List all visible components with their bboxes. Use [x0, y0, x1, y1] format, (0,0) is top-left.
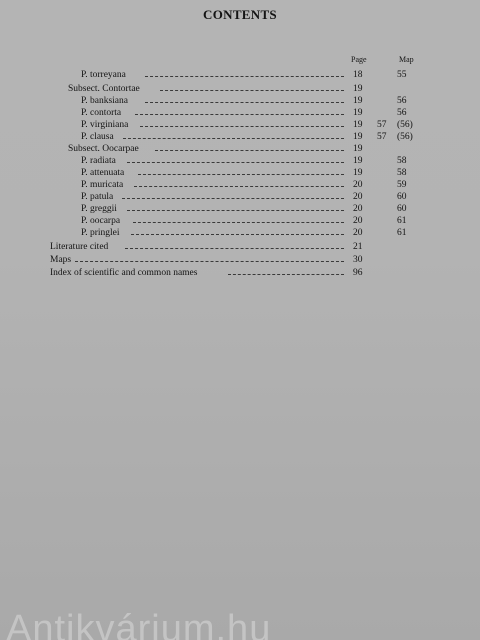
entry-map-b: 61 [397, 216, 407, 226]
toc-entry [0, 203, 480, 215]
dot-leader [134, 186, 344, 187]
dot-leader [127, 162, 344, 163]
entry-map-a: 57 [377, 132, 387, 142]
entry-map-b: 56 [397, 108, 407, 118]
entry-label: P. radiata [81, 156, 116, 166]
entry-map-b: (56) [397, 120, 413, 130]
toc-entry [0, 215, 480, 227]
entry-label: P. oocarpa [81, 216, 121, 226]
entry-map-b: 61 [397, 228, 407, 238]
entry-map-b: 60 [397, 204, 407, 214]
entry-page: 20 [353, 216, 363, 226]
entry-page: 19 [353, 108, 363, 118]
entry-map-b: 56 [397, 96, 407, 106]
entry-map-a: 57 [377, 120, 387, 130]
entry-label: P. attenuata [81, 168, 125, 178]
toc-entry [0, 241, 480, 253]
entry-page: 18 [353, 70, 363, 80]
dot-leader [145, 102, 344, 103]
toc-entry [0, 95, 480, 107]
entry-page: 20 [353, 228, 363, 238]
dot-leader [145, 76, 344, 77]
entry-map-b: 58 [397, 168, 407, 178]
entry-map-b: 58 [397, 156, 407, 166]
entry-page: 20 [353, 192, 363, 202]
entry-label: P. pringlei [81, 228, 120, 238]
entry-page: 21 [353, 242, 363, 252]
entry-label: P. muricata [81, 180, 124, 190]
dot-leader [228, 274, 344, 275]
entry-map-b: 59 [397, 180, 407, 190]
toc-entry [0, 119, 480, 131]
dot-leader [123, 138, 344, 139]
dot-leader [140, 126, 344, 127]
toc-entry [0, 131, 480, 143]
toc-entry [0, 254, 480, 266]
entry-label: Index of scientific and common names [50, 268, 198, 278]
entry-page: 20 [353, 204, 363, 214]
entry-label: Subsect. Oocarpae [68, 144, 139, 154]
dot-leader [138, 174, 344, 175]
toc-entry [0, 227, 480, 239]
dot-leader [125, 248, 344, 249]
page-column-header: Page [351, 55, 367, 64]
entry-map-b: (56) [397, 132, 413, 142]
entry-page: 30 [353, 255, 363, 265]
entry-label: P. patula [81, 192, 114, 202]
dot-leader [135, 114, 344, 115]
entry-label: P. virginiana [81, 120, 129, 130]
dot-leader [131, 234, 344, 235]
entry-label: P. greggii [81, 204, 117, 214]
toc-entry [0, 69, 480, 81]
entry-map-b: 55 [397, 70, 407, 80]
toc-entry [0, 155, 480, 167]
toc-entry [0, 143, 480, 155]
toc-entry [0, 191, 480, 203]
entry-page: 19 [353, 144, 363, 154]
entry-map-b: 60 [397, 192, 407, 202]
entry-label: P. clausa [81, 132, 114, 142]
page-title: CONTENTS [203, 7, 277, 22]
entry-label: P. torreyana [81, 70, 126, 80]
entry-label: P. banksiana [81, 96, 128, 106]
toc-entry [0, 179, 480, 191]
dot-leader [133, 222, 344, 223]
entry-label: Subsect. Contortae [68, 84, 140, 94]
entry-page: 20 [353, 180, 363, 190]
toc-entry [0, 267, 480, 279]
dot-leader [75, 261, 344, 262]
entry-page: 19 [353, 168, 363, 178]
entry-label: Maps [50, 255, 72, 265]
toc-entry [0, 83, 480, 95]
entry-page: 96 [353, 268, 363, 278]
entry-page: 19 [353, 156, 363, 166]
toc-entry [0, 167, 480, 179]
entry-page: 19 [353, 132, 363, 142]
map-column-header: Map [399, 55, 414, 64]
toc-entry [0, 107, 480, 119]
dot-leader [160, 90, 344, 91]
dot-leader [127, 210, 344, 211]
entry-label: Literature cited [50, 242, 109, 252]
watermark-logo: Antikvárium.hu [6, 608, 272, 640]
dot-leader [155, 150, 344, 151]
entry-page: 19 [353, 120, 363, 130]
entry-page: 19 [353, 96, 363, 106]
entry-page: 19 [353, 84, 363, 94]
entry-label: P. contorta [81, 108, 122, 118]
dot-leader [122, 198, 344, 199]
